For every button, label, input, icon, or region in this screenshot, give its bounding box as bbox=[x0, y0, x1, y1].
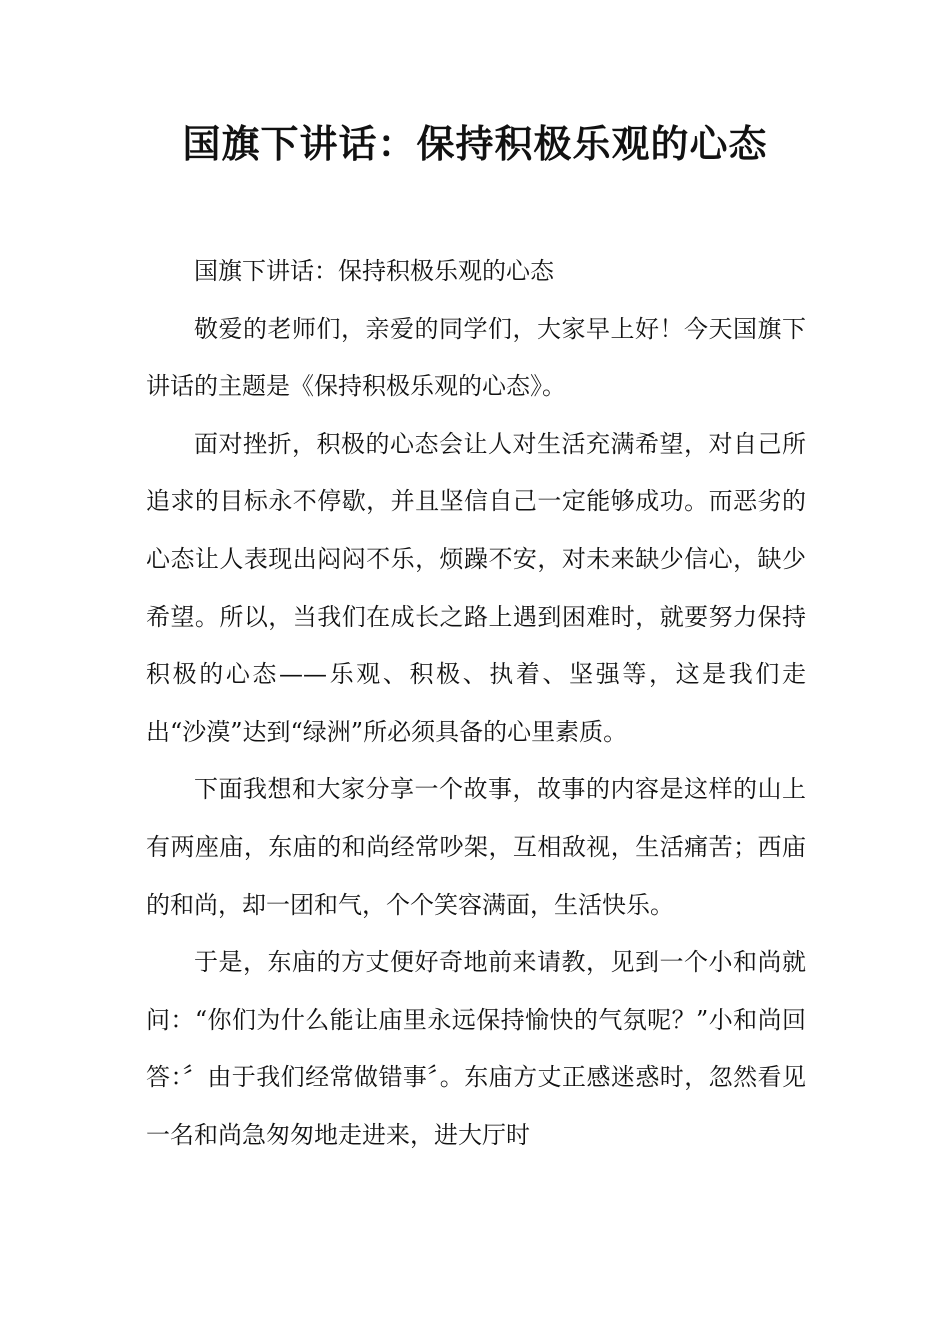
paragraph: 下面我想和大家分享一个故事，故事的内容是这样的山上有两座庙，东庙的和尚经常吵架，互相敌视，生活痛苦；西庙的和尚，却一团和气，个个笑容满面，生活快乐。 bbox=[146, 775, 806, 919]
paragraph: 面对挫折，积极的心态会让人对生活充满希望，对自己所追求的目标永不停歇，并且坚信自己一定能够成功。而恶劣的心态让人表现出闷闷不乐，烦躁不安，对未来缺少信心，缺少希望。所以，当我们在成长之路上遇到困难时，就要努力保持积极的心态——乐观、积极、执着、坚强等，这是我们走出“沙漠”达到“绿洲”所必须具备的心里素质。 bbox=[146, 429, 806, 746]
paragraph: 敬爱的老师们，亲爱的同学们，大家早上好！今天国旗下讲话的主题是《保持积极乐观的心态》。 bbox=[146, 314, 806, 401]
paragraph: 于是，东庙的方丈便好奇地前来请教，见到一个小和尚就问：“你们为什么能让庙里永远保持愉快的气氛呢？”小和尚回答：〞由于我们经常做错事〞。东庙方丈正感迷惑时，忽然看见一名和尚急匆匆地走进来，进大厅时 bbox=[146, 948, 806, 1149]
paragraph: 国旗下讲话：保持积极乐观的心态 bbox=[194, 257, 554, 285]
document-title: 国旗下讲话：保持积极乐观的心态 bbox=[182, 121, 768, 166]
document-body bbox=[146, 243, 806, 1165]
